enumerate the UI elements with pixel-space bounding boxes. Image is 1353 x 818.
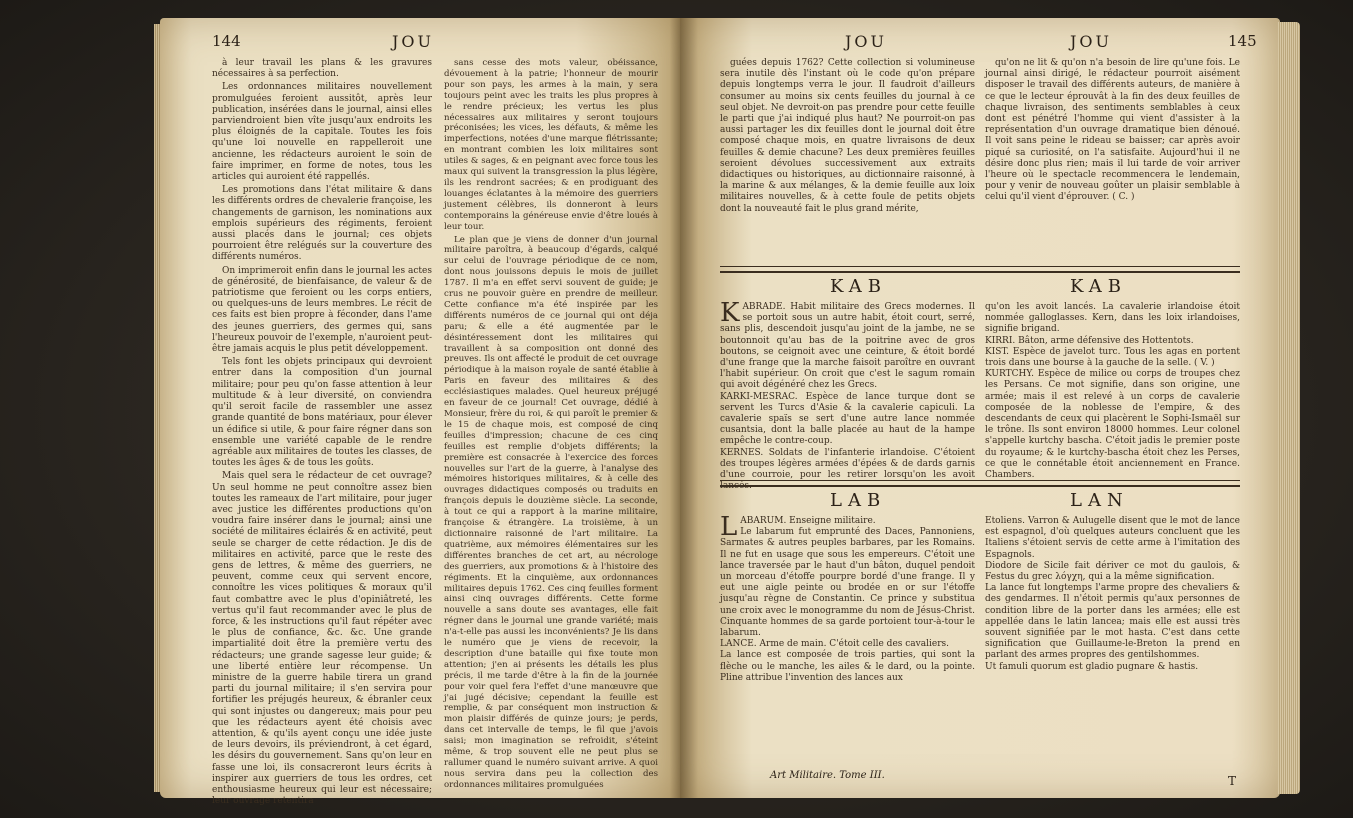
paragraph: Le plan que je viens de donner d'un journal militaire paroîtra, à beaucoup d'égards, calqué sur celui de l'ouvrage périodique de ce nom, dont nous jouissons depuis le mois de juillet 1787. Il m'a en effet servi souvent de guide; je crus ne pouvoir guère en prendre de meilleur. Cette confiance m'a été inspirée par les différents numéros de ce journal qui ont déja paru; & elle a été augmentée par le désintéressement dont les militaires qui travaillent à sa composition ont donné des preuves. Ils ont affecté le produit de cet ouvrage périodique à la maison royale de santé établie à Paris en faveur des militaires & des ecclésiastiques malades. Quel heureux préjugé en faveur de ce journal! Cet ouvrage, dédié à Monsieur, frère du roi, & qui paroît le premier & le 15 de chaque mois, est composé de cinq feuilles d'impression; chacune de ces cinq feuilles est remplie d'objets différents; la première est consacrée à l'exercice des forces nouvelles sur l'art de la guerre, à l'analyse des mémoires historiques militaires, & à celle des ouvrages didactiques composés ou traduits en françois depuis le douzième siècle. La seconde, à tout ce qui a rapport à la marine militaire, françoise & étrangère. La troisième, à un dictionnaire raisonné de l'art militaire. La quatrième, aux mémoires élémentaires sur les différentes branches de cet art, au nécrologe des guerriers, aux promotions & à l'histoire des régiments. Et la cinquième, aux ordonnances militaires depuis 1762. Ces cinq feuilles forment ainsi cinq ouvrages différents. Cette forme nouvelle a sans doute ses avantages, elle fait régner dans le journal une grande variété; mais n'a-t-elle pas aussi les inconvénients? Je lis dans le numéro que je viens de recevoir, la description d'une bataille qui fixe toute mon attention; j'en ai présents les détails les plus précis, il me tarde d'être à la fin de la journée pour voir quel fera l'effet d'une manœuvre que j'ai jugé décisive; cependant la feuille est remplie, & par conséquent mon instruction & mon plaisir différés de quinze jours; je perds, dans cet intervalle de temps, le fil que j'avois saisi; mon imagination se refroidit, s'éteint même, & trop souvent elle ne peut plus se rallumer quand le numéro suivant arrive. A quoi nous servira dans peu la collection des ordonnances militaires promulguées xyxy=(444,234,658,790)
left-column-2 xyxy=(444,58,658,790)
left-page xyxy=(160,18,680,807)
right-page xyxy=(680,18,1280,798)
paragraph: Les promotions dans l'état militaire & dans les différents ordres de chevalerie françoise, les changements de garnison, les nominations aux emplois supérieurs des régiments, feroient aussi placés dans le journal; ces objets pourroient être relégués sur la couverture des différents numéros. xyxy=(212,185,432,263)
paragraph: sans cesse des mots valeur, obéissance, dévouement à la patrie; l'honneur de mourir pour son pays, les armes à la main, y sera toujours peint avec les traits les plus propres à le rendre précieux; les vertus les plus nécessaires aux militaires y seront toujours préconisées; les vices, les défauts, & même les imperfections, notées d'une marque flétrissante; en montrant combien les loix militaires sont utiles & sages, & en peignant avec force tous les maux qui suivent la transgression la plus légère, ils les rendront sacrées; & en prodiguant des louanges éclatantes à la mémoire des guerriers justement célèbres, ils donneront à leurs contemporains la généreuse envie d'être loués à leur tour. xyxy=(444,58,658,232)
kab-column-1 xyxy=(720,298,975,492)
running-head-right-2: JOU xyxy=(1070,32,1113,51)
entry-text: ABRADE. Habit militaire des Grecs modernes. Il se portoit sous un autre habit, étoit court, serré, sans plis, descendoit jusqu'au joint de la jambe, ne se boutonnoit qu'au bas de la poitrine avec de gros boutons, se ceignoit avec une ceinture, & étoit bordé d'une frange que la marche faisoit paroître en ouvrant l'habit supérieur. On croit que c'est le sagum romain qui avoit dégénéré chez les Grecs. KARKI-MESRAC. Espèce de lance turque dont se servent les Turcs d'Asie & la cavalerie capiculi. La cavalerie spaïs se sert d'une autre lance nommée cusantsia, dont la balle placée au haut de la hampe empêche le contre-coup. KERNES. Soldats de l'infanterie irlandoise. C'étoient des troupes légères armées d'épées & de dards garnis d'une courroie, pour les retirer lorsqu'on les avoit lancés. xyxy=(720,302,975,492)
section-rule xyxy=(720,480,1240,487)
open-book xyxy=(150,8,1330,808)
signature-line: Art Militaire. Tome III. xyxy=(770,770,885,781)
signature-letter: T xyxy=(1228,774,1237,788)
entry-text: ABARUM. Enseigne militaire. Le labarum fut emprunté des Daces, Pannoniens, Sarmates & autres peuples barbares, par les Romains. Il ne fut en usage que sous les empereurs. C'étoit une lance traversée par le haut d'un bâton, duquel pendoit un morceau d'étoffe pourpre bordé d'une frange. Il y eut une aigle peinte ou brodée en or sur l'étoffe jusqu'au règne de Constantin. Ce prince y substitua une croix avec le monogramme du nom de Jésus-Christ. Cinquante hommes de sa garde portoient tour-à-tour le labarum. LANCE. Arme de main. C'étoit celle des cavaliers. La lance est composée de trois parties, qui sont la flèche ou le manche, les ailes & le dard, ou la pointe. Pline attribue l'invention des lances aux xyxy=(720,516,975,683)
section-title-kab-left: KAB xyxy=(830,276,887,297)
section-title-lan: LAN xyxy=(1070,490,1129,511)
paragraph: guées depuis 1762? Cette collection si volumineuse sera inutile dès l'instant où le code qu'on prépare depuis longtemps verra le jour. Il faudroit d'ailleurs consumer au moins six cents feuilles du journal à ce seul objet. Ne devroit-on pas prendre pour cette feuille le parti que j'ai indiqué plus haut? Ne pourroit-on pas aussi partager les dix feuilles dont le journal doit être composé chaque mois, en quatre livraisons de deux feuilles & demie chacune? Les deux premières feuilles seroient dévolues successivement aux extraits didactiques ou historiques, au dictionnaire raisonné, à la marine & aux mélanges, & la demie feuille aux loix militaires nouvelles, & à cette foule de petits objets dont la nouveauté fait le plus grand mérite, xyxy=(720,58,975,214)
drop-cap: K xyxy=(720,298,740,328)
lab-column-1 xyxy=(720,512,975,771)
right-page-edges xyxy=(1278,22,1300,794)
running-head-right-1: JOU xyxy=(845,32,888,51)
section-rule xyxy=(720,266,1240,273)
page-number-left: 144 xyxy=(212,32,241,50)
paragraph: Les ordonnances militaires nouvellement promulguées feroient aussitôt, après leur publication, insérées dans le journal, ainsi elles parviendroient bien vîte jusqu'aux endroits les plus éloignés de la capitale. Toutes les fois qu'une loi nouvelle en rappelleroit une ancienne, les rédacteurs auroient le soin de faire imprimer, en forme de notes, tous les articles qui auroient été rappellés. xyxy=(212,82,432,183)
kab-column-2: qu'on les avoit lancés. La cavalerie irlandoise étoit nommée galloglasses. Kern, dans les loix irlandoises, signifie brigand. KIRRI. Bâton, arme défensive des Hottentots. KIST. Espèce de javelot turc. Tous les agas en portent trois dans une bourse à la gauche de la selle. ( V. ) KURTCHY. Espèce de milice ou corps de troupes chez les Persans. Ce mot signifie, dans son origine, une armée; mais il est relevé à un corps de cavalerie composée de la noblesse de l'empire, & des descendants de ceux qui placèrent le Sophi-Ismaël sur le trône. Ils sont environ 18000 hommes. Leur colonel s'appelle kurtchy bascha. C'étoit jadis le premier poste du royaume; & le kurtchy-bascha étoit chez les Perses, ce que le connétable étoit anciennement en France. Chambers. xyxy=(985,302,1240,481)
paragraph: Tels font les objets principaux qui devroient entrer dans la composition d'un journal militaire; pour peu qu'on fasse attention à leur multitude & à leur diversité, on conviendra qu'il seroit facile de rassembler une assez grande quantité de bons matériaux, pour élever un édifice si utile, & pour faire régner dans son ensemble une variété capable de le rendre agréable aux militaires de toutes les classes, de toutes les âges & de tous les goûts. xyxy=(212,357,432,469)
paragraph: qu'on ne lit & qu'on n'a besoin de lire qu'une fois. Le journal ainsi dirigé, le rédacteur pourroit aisément disposer le travail des différents auteurs, de manière à ce que le lecteur éprouvât à la fin des deux feuilles de chaque livraison, des sentiments semblables à ceux dont est pénétré l'homme qui vient d'assister à la représentation d'un ouvrage dramatique bien dénoué. Il voit sans peine le rideau se baisser; car après avoir piqué sa curiosité, on l'a satisfaite. Aujourd'hui il ne désire donc plus rien; mais il lui tarde de voir arriver l'heure où le spectacle recommencera le lendemain, pour y venir de nouveau goûter un plaisir semblable à celui qu'il vient d'éprouver. ( C. ) xyxy=(985,58,1240,203)
right-top-column-1 xyxy=(720,58,975,268)
paragraph: Mais quel sera le rédacteur de cet ouvrage? Un seul homme ne peut connoître assez bien toutes les rameaux de l'art militaire, pour juger avec justice les différentes productions qu'on voudra faire insérer dans le journal; ainsi une société de militaires éclairés & en activité, peut seule se charger de cette rédaction. Je dis de militaires en activité, parce que le reste des gens de lettres, & même des guerriers, ne peuvent, comme ceux qui servent encore, connoître les vices politiques & moraux qu'il faut combattre avec le plus d'opiniâtreté, les vertus qu'il faut recommander avec le plus de force, & les instructions qu'il faut répéter avec le plus de confiance, &c. &c. Une grande impartialité doit être la première vertu des rédacteurs; une grande sagesse leur guide; & une liberté entière leur récompense. Un ministre de la guerre habile tirera un grand parti du journal militaire; il s'en servira pour fortifier les préjugés heureux, & ébranler ceux qui sont injustes ou dangereux; mais pour peu que les rédacteurs ayent été choisis avec attention, & qu'ils ayent conçu une idée juste de leurs devoirs, ils préviendront, à cet égard, les désirs du gouvernement. Sans qu'on leur en fasse une loi, ils consacreront leurs écrits à inspirer aux guerriers de tous les ordres, cet enthousiasme heureux qui leur est nécessaire; leur ouvrage retentira xyxy=(212,471,432,807)
drop-cap: L xyxy=(720,512,738,542)
paragraph: On imprimeroit enfin dans le journal les actes de générosité, de bienfaisance, de valeur & de patriotisme que feroient ou les corps entiers, ou quelques-uns de leurs membres. Le récit de ces faits est bien propre à féconder, dans l'ame des jeunes guerriers, des germes qui, sans l'heureux pouvoir de l'exemple, n'auroient peut-être jamais acquis le plus petit développement. xyxy=(212,265,432,355)
paragraph: à leur travail les plans & les gravures nécessaires à sa perfection. xyxy=(212,58,432,80)
section-title-kab-right: KAB xyxy=(1070,276,1127,297)
lan-column-2: Etoliens. Varron & Aulugelle disent que le mot de lance est espagnol, d'où quelques auteurs concluent que les Italiens s'étoient servis de cette arme à l'imitation des Espagnols. Diodore de Sicile fait dériver ce mot du gaulois, & Festus du grec λόγχη, qui a la même signification. La lance fut longtemps l'arme propre des chevaliers & des gendarmes. Il n'étoit permis qu'aux personnes de condition libre de la porter dans les armées; elle est appellée dans le latin lancea; mais elle est aussi très souvent signifiée par le mot hasta. C'est dans cette signification que Guillaume-le-Breton la prend en parlant des armes propres des gentilshommes. Ut famuli quorum est gladio pugnare & hastis. xyxy=(985,516,1240,672)
running-head-left: JOU xyxy=(392,32,435,51)
right-top-column-2 xyxy=(985,58,1240,268)
left-column-1 xyxy=(212,58,432,807)
page-number-right: 145 xyxy=(1228,32,1257,50)
section-title-lab: LAB xyxy=(830,490,887,511)
